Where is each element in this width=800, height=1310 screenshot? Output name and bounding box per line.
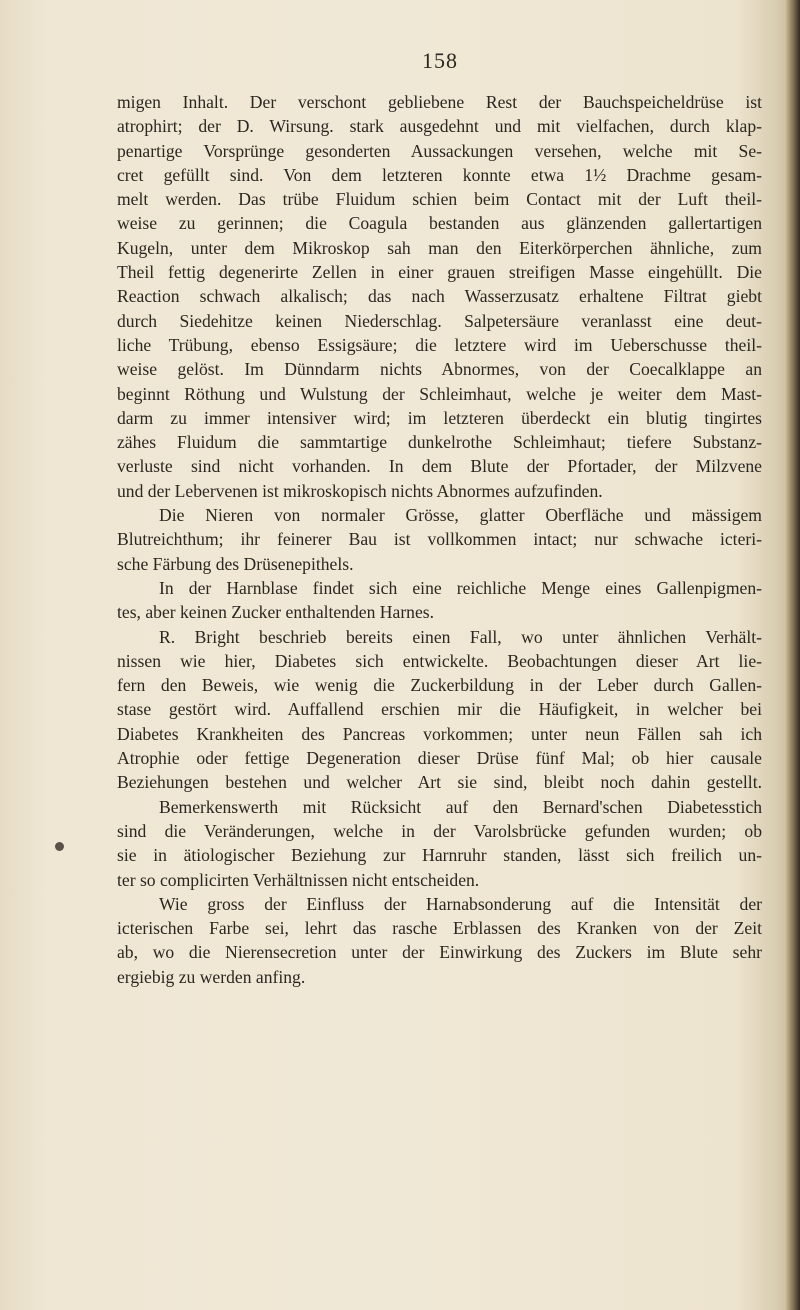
text-line: icterischen Farbe sei, lehrt das rasche Erblassen des Kranken von der Zeit <box>117 918 762 939</box>
text-line: darm zu immer intensiver wird; im letzteren überdeckt ein blutig tingirtes <box>117 407 762 428</box>
text-line: sche Färbung des Drüsenepithels. <box>117 553 354 574</box>
text-line: liche Trübung, ebenso Essigsäure; die letztere wird im Ueberschusse theil- <box>117 334 762 355</box>
text-line: Atrophie oder fettige Degeneration dieser Drüse fünf Mal; ob hier causale <box>117 748 762 769</box>
text-line: Kugeln, unter dem Mikroskop sah man den Eiterkörperchen ähnliche, zum <box>117 237 762 258</box>
text-line: sie in ätiologischer Beziehung zur Harnruhr standen, lässt sich freilich un- <box>117 845 762 866</box>
text-line: weise zu gerinnen; die Coagula bestanden aus glänzenden gallertartigen <box>117 213 762 234</box>
text-line: ab, wo die Nierensecretion unter der Einwirkung des Zuckers im Blute sehr <box>117 942 762 963</box>
text-line: Beziehungen bestehen und welcher Art sie sind, bleibt noch dahin gestellt. <box>117 772 762 793</box>
book-spine-edge <box>786 0 800 1310</box>
text-line: Bemerkenswerth mit Rücksicht auf den Bernard'schen Diabetesstich <box>159 796 762 817</box>
text-line: und der Lebervenen ist mikroskopisch nichts Abnormes aufzufinden. <box>117 480 603 501</box>
text-line: penartige Vorsprünge gesonderten Aussackungen versehen, welche mit Se- <box>117 140 762 161</box>
text-line: beginnt Röthung und Wulstung der Schleimhaut, welche je weiter dem Mast- <box>117 383 762 404</box>
text-line: durch Siedehitze keinen Niederschlag. Salpetersäure veranlasst eine deut- <box>117 310 762 331</box>
text-line: Diabetes Krankheiten des Pancreas vorkommen; unter neun Fällen sah ich <box>117 723 762 744</box>
text-line: fern den Beweis, wie wenig die Zuckerbildung in der Leber durch Gallen- <box>117 675 762 696</box>
text-line: R. Bright beschrieb bereits einen Fall, wo unter ähnlichen Verhält- <box>159 626 762 647</box>
text-line: ergiebig zu werden anfing. <box>117 966 306 987</box>
text-line: tes, aber keinen Zucker enthaltenden Harnes. <box>117 602 435 623</box>
text-line: migen Inhalt. Der verschont gebliebene Rest der Bauchspeicheldrüse ist <box>117 92 762 112</box>
ink-spot <box>55 842 64 851</box>
page-number: 158 <box>422 48 458 73</box>
text-line: ter so complicirten Verhältnissen nicht entscheiden. <box>117 869 480 890</box>
text-line: atrophirt; der D. Wirsung. stark ausgedehnt und mit vielfachen, durch klap- <box>117 116 762 137</box>
text-line: Wie gross der Einfluss der Harnabsonderung auf die Intensität der <box>159 893 762 914</box>
text-line: verluste sind nicht vorhanden. In dem Blute der Pfortader, der Milzvene <box>117 456 762 477</box>
text-line: nissen wie hier, Diabetes sich entwickelte. Beobachtungen dieser Art lie- <box>117 650 762 671</box>
text-line: Die Nieren von normaler Grösse, glatter Oberfläche und mässigem <box>159 505 762 526</box>
text-line: weise gelöst. Im Dünndarm nichts Abnormes, von der Coecalklappe an <box>117 359 762 380</box>
text-line: stase gestört wird. Auffallend erschien mir die Häufigkeit, in welcher bei <box>117 699 762 720</box>
text-line: Theil fettig degenerirte Zellen in einer grauen streifigen Masse eingehüllt. Die <box>117 262 762 283</box>
text-line: zähes Fluidum die sammtartige dunkelrothe Schleimhaut; tiefere Substanz- <box>117 432 762 453</box>
body-text <box>117 90 762 989</box>
text-line: In der Harnblase findet sich eine reichliche Menge eines Gallenpigmen- <box>159 577 762 598</box>
text-line: Reaction schwach alkalisch; das nach Wasserzusatz erhaltene Filtrat giebt <box>117 286 762 307</box>
text-line: cret gefüllt sind. Von dem letzteren konnte etwa 1½ Drachme gesam- <box>117 164 762 185</box>
text-line: sind die Veränderungen, welche in der Varolsbrücke gefunden wurden; ob <box>117 820 762 841</box>
text-line: Blutreichthum; ihr feinerer Bau ist vollkommen intact; nur schwache icteri- <box>117 529 762 550</box>
text-line: melt werden. Das trübe Fluidum schien beim Contact mit der Luft theil- <box>117 189 762 210</box>
